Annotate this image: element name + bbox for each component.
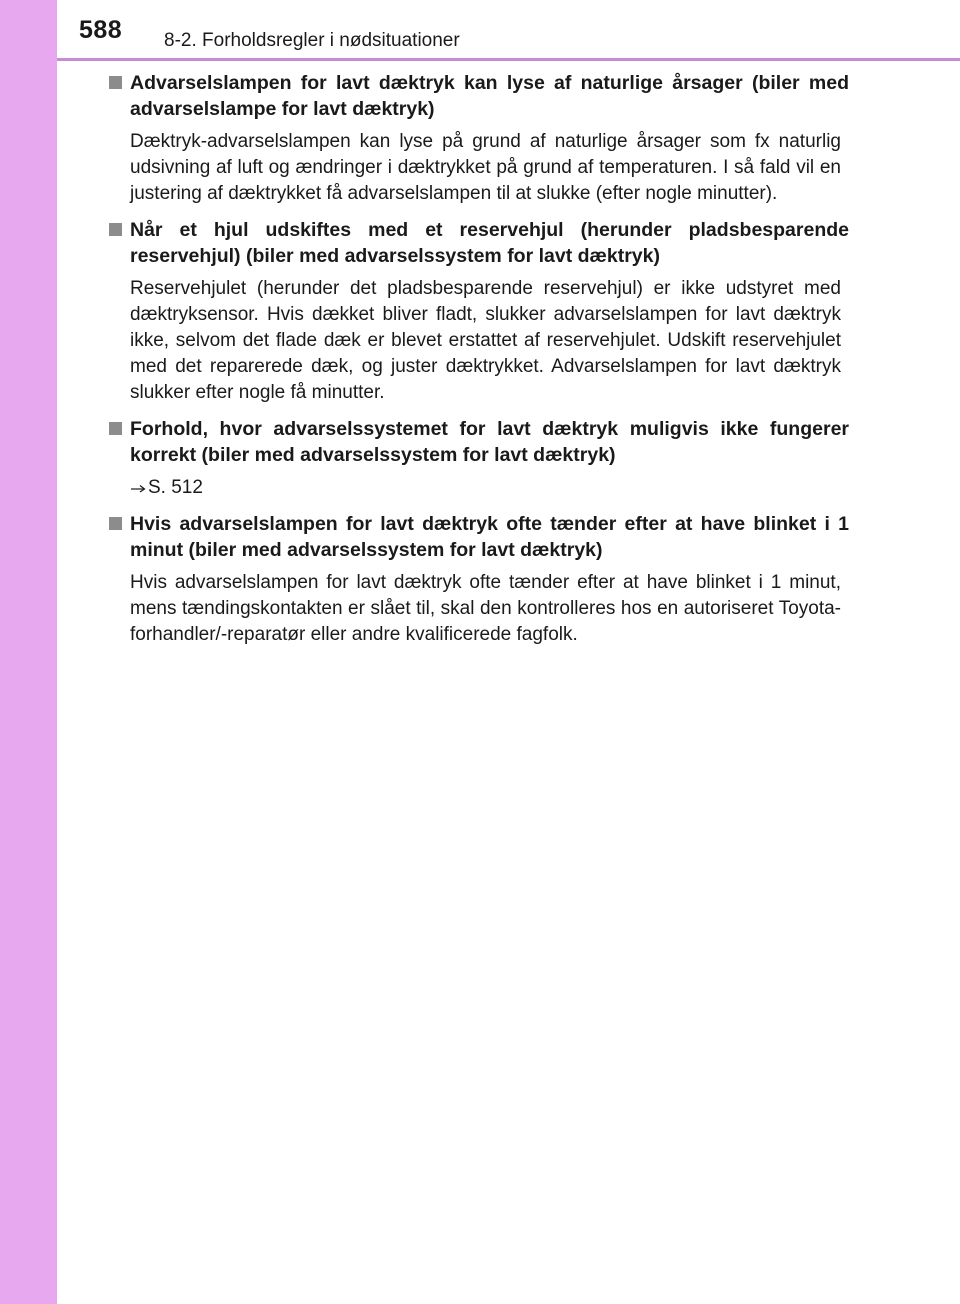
item-heading-text: Hvis advarselslampen for lavt dæktryk ofte tænder efter at have blinket i 1 minut (biler med advarselssystem for lavt dæktryk) <box>130 513 849 561</box>
square-bullet-icon <box>109 517 122 530</box>
item-heading-text: Når et hjul udskiftes med et reservehjul (herunder pladsbesparende reservehjul) (biler med advarselssystem for lavt dæktryk) <box>130 219 849 267</box>
header-divider <box>57 58 960 61</box>
square-bullet-icon <box>109 76 122 89</box>
page-reference-text: S. 512 <box>148 477 203 498</box>
item-heading <box>109 511 849 563</box>
page-content <box>109 70 849 658</box>
section-item <box>109 416 849 501</box>
item-heading <box>109 70 849 122</box>
square-bullet-icon <box>109 422 122 435</box>
item-heading-text: Forhold, hvor advarselssystemet for lavt dæktryk muligvis ikke fungerer korrekt (biler med advarselssystem for lavt dæktryk) <box>130 418 849 466</box>
item-body: Hvis advarselslampen for lavt dæktryk ofte tænder efter at have blinket i 1 minut, mens tændingskontakten er slået til, skal den kontrolleres hos en autoriseret Toyota-forhandler/-reparatør eller andre kvalificerede fagfolk. <box>130 572 841 645</box>
item-heading <box>109 416 849 468</box>
item-body: Reservehjulet (herunder det pladsbesparende reservehjul) er ikke udstyret med dæktryksensor. Hvis dækket bliver fladt, slukker advarselslampen for lavt dæktryk ikke, selvom det flade dæk er blevet erstattet af reservehjulet. Udskift reservehjulet med det reparerede dæk, og juster dæktrykket. Advarselslampen for lavt dæktryk slukker efter nogle få minutter. <box>130 278 841 403</box>
section-title: 8-2. Forholdsregler i nødsituationer <box>164 30 460 51</box>
arrow-right-icon <box>130 483 146 493</box>
page-number: 588 <box>79 16 123 44</box>
section-item <box>109 217 849 406</box>
section-item <box>109 70 849 207</box>
page-reference[interactable] <box>130 475 849 501</box>
item-heading <box>109 217 849 269</box>
section-item <box>109 511 849 648</box>
square-bullet-icon <box>109 223 122 236</box>
sidebar-tab <box>0 0 57 1304</box>
page-header <box>57 0 960 58</box>
item-heading-text: Advarselslampen for lavt dæktryk kan lyse af naturlige årsager (biler med advarselslampe for lavt dæktryk) <box>130 72 849 120</box>
item-body: Dæktryk-advarselslampen kan lyse på grund af naturlige årsager som fx naturlig udsivning af luft og ændringer i dæktrykket på grund af temperaturen. I så fald vil en justering af dæktrykket få advarselslampen til at slukke (efter nogle minutter). <box>130 131 841 204</box>
